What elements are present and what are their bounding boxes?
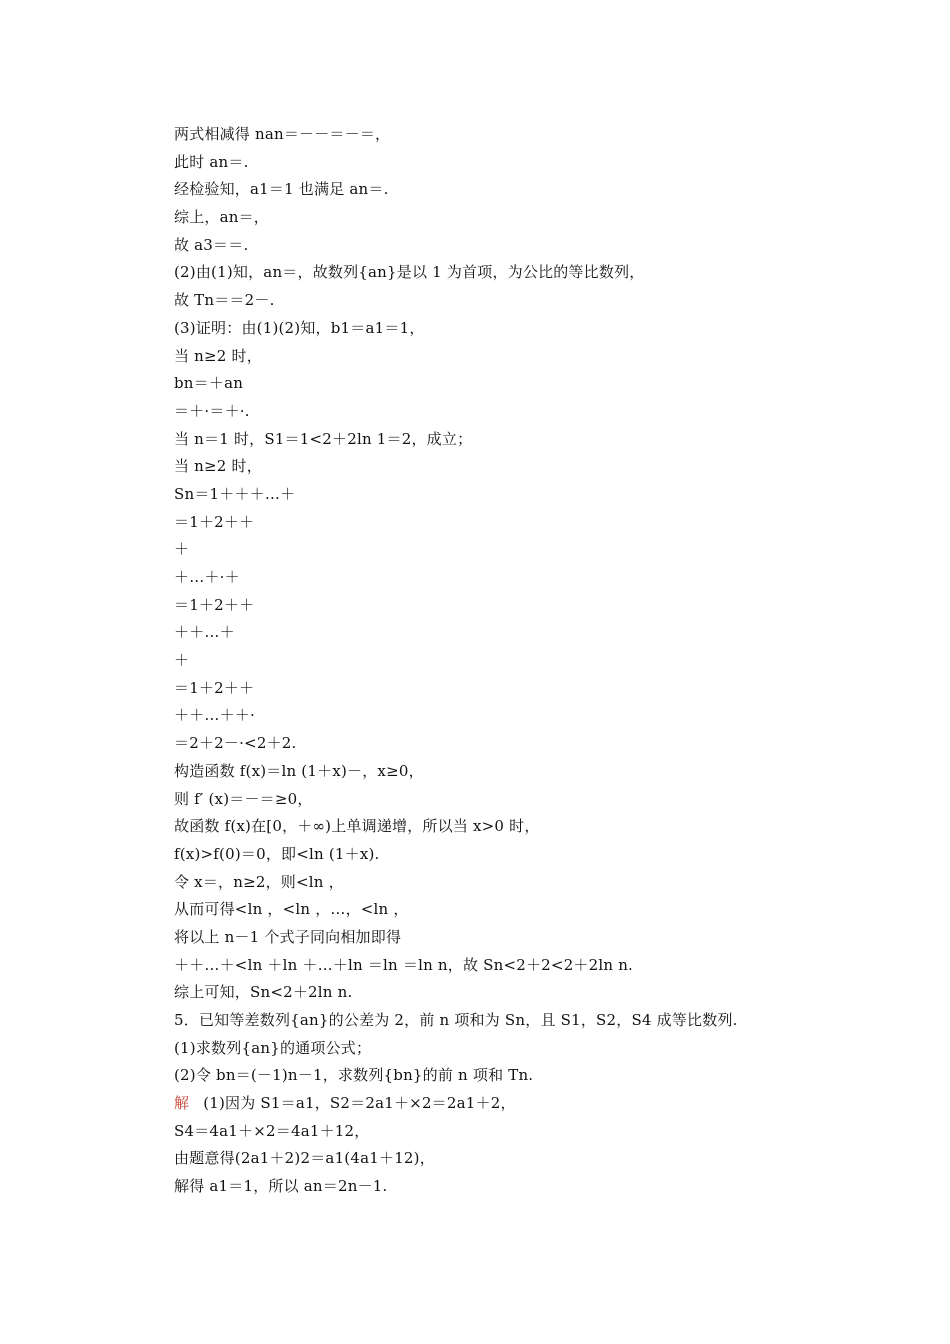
solution-line [174,1090,874,1118]
text-line: 故函数 f(x)在[0，＋∞)上单调递增，所以当 x>0 时， [174,817,540,836]
text-line: 解得 a1＝1，所以 an＝2n－1. [174,1177,388,1196]
text-line: 故 Tn＝＝2－. [174,291,275,310]
problem-part-2: (2)令 bn＝(－1)n－1，求数列{bn}的前 n 项和 Tn. [174,1066,534,1085]
problem-statement: 5．已知等差数列{an}的公差为 2，前 n 项和为 Sn，且 S1，S2，S4 成等比数列. [174,1011,738,1029]
text-line: 从而可得<ln ，<ln ，…，<ln ， [174,900,409,919]
text-line: 构造函数 f(x)＝ln (1＋x)－，x≥0， [174,761,424,780]
text-line: 当 n≥2 时， [174,346,262,365]
text-line: ＝2＋2－·<2＋2. [174,734,297,753]
problem-part-1: (1)求数列{an}的通项公式； [174,1038,372,1057]
text-line: (2)由(1)知，an＝，故数列{an}是以 1 为首项，为公比的等比数列， [174,263,645,282]
text-line: 令 x＝，n≥2，则<ln ， [174,872,344,891]
text-line: 将以上 n－1 个式子同向相加即得 [174,927,402,946]
text-line: 综上可知，Sn<2＋2ln n. [174,983,353,1002]
text-line: ＋＋…＋＋· [174,706,255,725]
text-line: 综上，an＝， [174,208,270,227]
text-line: 由题意得(2a1＋2)2＝a1(4a1＋12)， [174,1149,435,1168]
text-line: 则 f′ (x)＝－＝≥0， [174,789,313,808]
text-line: 两式相减得 nan＝－－＝－＝， [174,125,391,143]
text-line: ＋ [174,651,190,670]
text-line: 此时 an＝. [174,152,249,171]
text-line: ＋…＋·＋ [174,568,240,586]
text-line: 经检验知，a1＝1 也满足 an＝. [174,180,389,199]
text-line: (3)证明：由(1)(2)知，b1＝a1＝1， [174,318,425,337]
solution-text-start: (1)因为 S1＝a1，S2＝2a1＋×2＝2a1＋2， [203,1094,516,1113]
text-line: ＝＋·＝＋·. [174,401,250,420]
text-line: 故 a3＝＝. [174,235,249,254]
text-line: 当 n≥2 时， [174,457,262,476]
text-line: ＝1＋2＋＋ [174,678,255,697]
solution-tag: 解 [174,1094,190,1113]
text-line: 当 n＝1 时，S1＝1<2＋2ln 1＝2，成立； [174,429,473,448]
solution-text [174,121,874,1201]
text-line: Sn＝1＋＋＋…＋ [174,484,296,503]
text-line: S4＝4a1＋×2＝4a1＋12， [174,1121,370,1140]
text-line: ＋＋…＋ [174,623,235,642]
text-line: ＝1＋2＋＋ [174,512,255,531]
text-line: ＋ [174,540,190,559]
text-line: bn＝＋an [174,374,244,393]
text-line: f(x)>f(0)＝0，即<ln (1＋x). [174,844,380,863]
text-line: ＝1＋2＋＋ [174,595,255,614]
text-line: ＋＋…＋<ln ＋ln ＋…＋ln ＝ln ＝ln n，故 Sn<2＋2<2＋2ln n. [174,955,634,974]
